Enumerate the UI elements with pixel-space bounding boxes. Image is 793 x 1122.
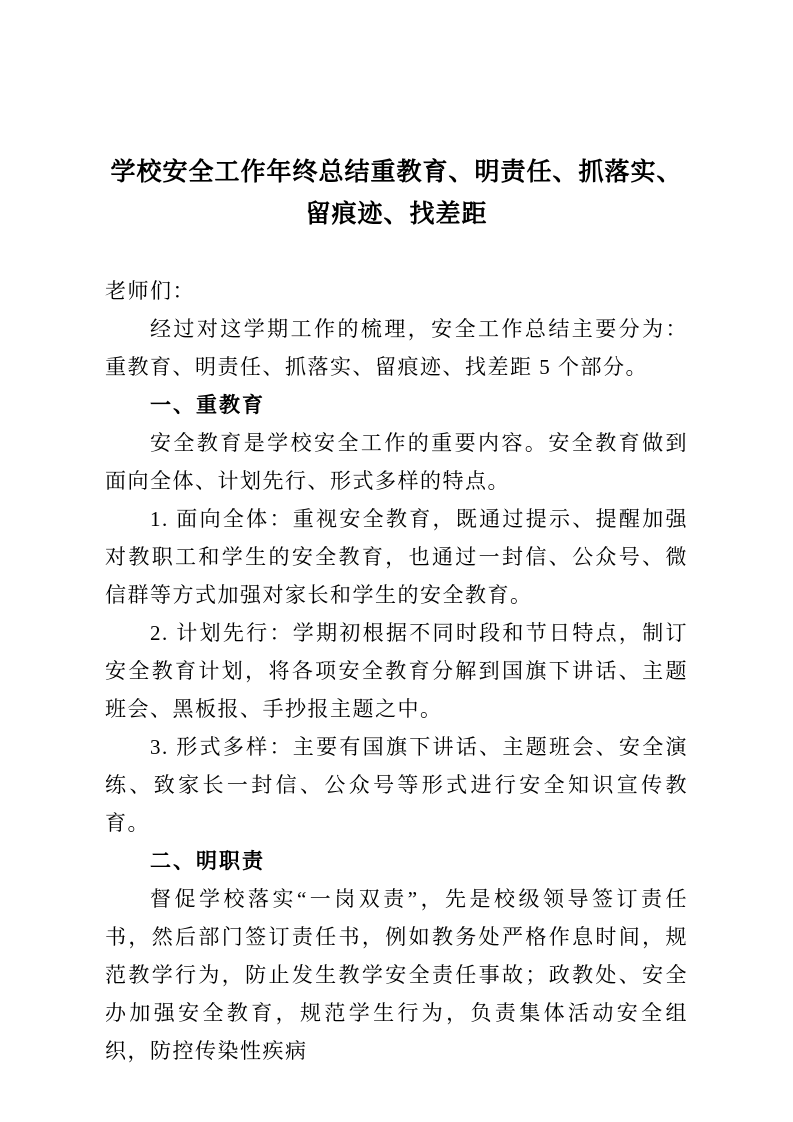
section1-item2-paragraph: 2. 计划先行：学期初根据不同时段和节日特点，制订安全教育计划，将各项安全教育分解到国旗下讲话、主题班会、黑板报、手抄报主题之中。 — [105, 621, 688, 721]
section2-heading: 二、明职责 — [150, 849, 265, 873]
salutation: 老师们： — [105, 279, 195, 303]
intro-paragraph: 经过对这学期工作的梳理，安全工作总结主要分为：重教育、明责任、抓落实、留痕迹、找差距 5 个部分。 — [105, 317, 688, 379]
section1-intro-paragraph: 安全教育是学校安全工作的重要内容。安全教育做到面向全体、计划先行、形式多样的特点。 — [105, 431, 688, 493]
section1-heading: 一、重教育 — [150, 393, 265, 417]
section1-item3-paragraph: 3. 形式多样：主要有国旗下讲话、主题班会、安全演练、致家长一封信、公众号等形式进行安全知识宣传教育。 — [105, 735, 688, 835]
document-body — [105, 272, 688, 1070]
section2-body-paragraph: 督促学校落实“一岗双责”，先是校级领导签订责任书，然后部门签订责任书，例如教务处严格作息时间，规范教学行为，防止发生教学安全责任事故；政教处、安全办加强安全教育，规范学生行为，负责集体活动安全组织，防控传染性疾病 — [105, 887, 688, 1063]
document-title: 学校安全工作年终总结重教育、明责任、抓落实、留痕迹、找差距 — [110, 159, 683, 228]
section1-item1-paragraph: 1. 面向全体：重视安全教育，既通过提示、提醒加强对教职工和学生的安全教育，也通过一封信、公众号、微信群等方式加强对家长和学生的安全教育。 — [105, 507, 688, 607]
